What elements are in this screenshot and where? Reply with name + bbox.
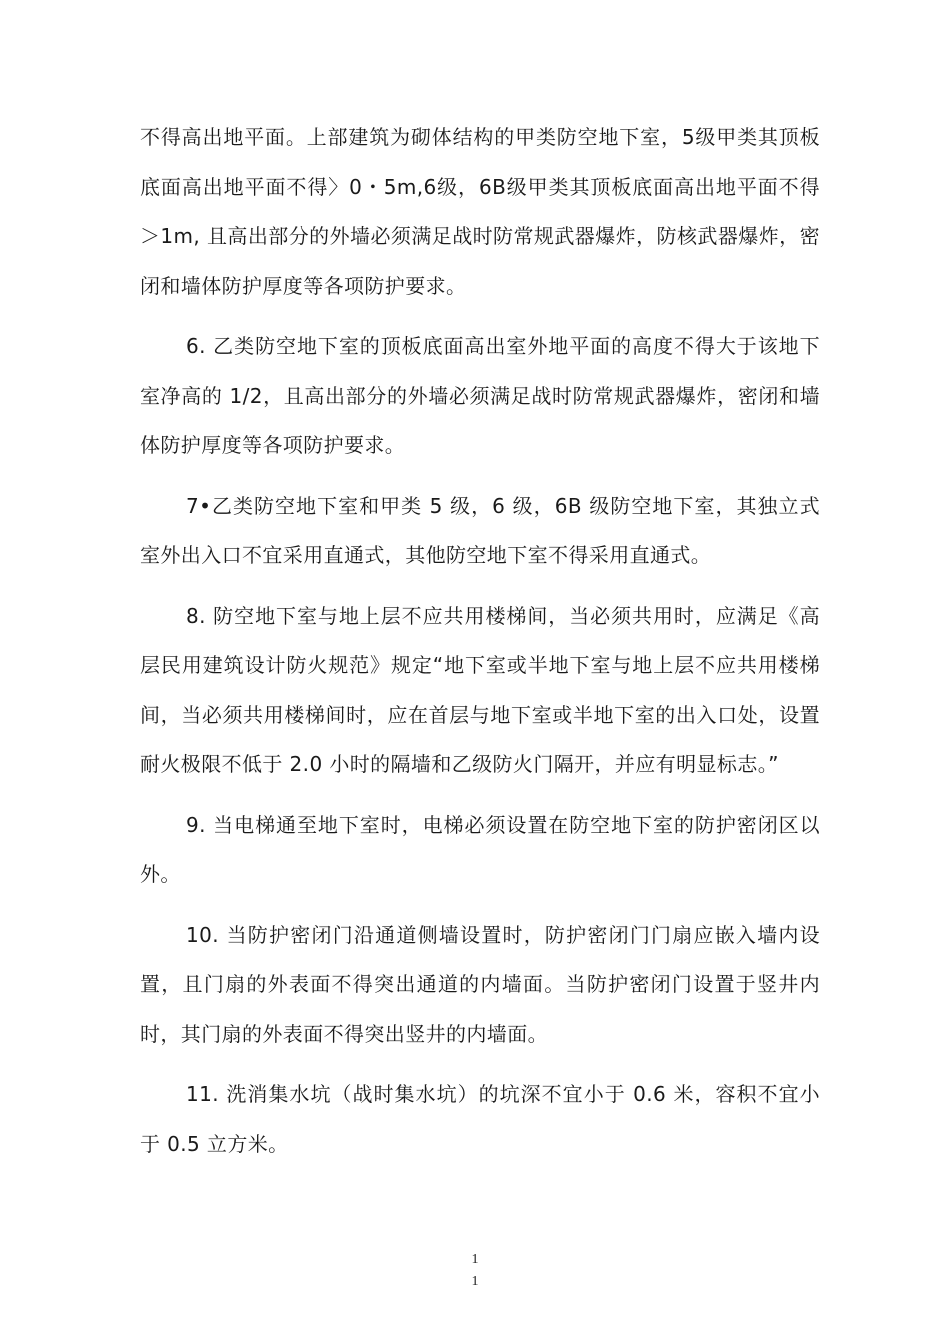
paragraph-item-7: 7•乙类防空地下室和甲类 5 级，6 级，6B 级防空地下室，其独立式室外出入口不宜采用直通式，其他防空地下室不得采用直通式。: [140, 493, 820, 567]
document-body: [140, 113, 820, 1180]
paragraph-continuation: 不得高出地平面。上部建筑为砌体结构的甲类防空地下室，5级甲类其顶板底面高出地平面不得〉0・5m,6级，6B级甲类其顶板底面高出地平面不得＞1m, 且高出部分的外墙必须满足战时防常规武器爆炸，防核武器爆炸，密闭和墙体防护厚度等各项防护要求。: [140, 125, 820, 298]
paragraph-item-6: 6. 乙类防空地下室的顶板底面高出室外地平面的高度不得大于该地下室净高的 1/2，且高出部分的外墙必须满足战时防常规武器爆炸，密闭和墙体防护厚度等各项防护要求。: [140, 334, 820, 457]
paragraph-item-9: 9. 当电梯通至地下室时，电梯必须设置在防空地下室的防护密闭区以外。: [140, 812, 820, 886]
page-number: 1: [471, 1252, 479, 1267]
page-number-secondary: 1: [471, 1274, 479, 1289]
paragraph-item-11: 11. 洗消集水坑（战时集水坑）的坑深不宜小于 0.6 米，容积不宜小于 0.5 立方米。: [140, 1082, 820, 1156]
paragraph-item-8: 8. 防空地下室与地上层不应共用楼梯间，当必须共用时，应满足《高层民用建筑设计防火规范》规定“地下室或半地下室与地上层不应共用楼梯间，当必须共用楼梯间时，应在首层与地下室或半地下室的出入口处，设置耐火极限不低于 2.0 小时的隔墙和乙级防火门隔开，并应有明显标志。”: [140, 603, 820, 776]
paragraph-item-10: 10. 当防护密闭门沿通道侧墙设置时，防护密闭门门扇应嵌入墙内设置，且门扇的外表面不得突出通道的内墙面。当防护密闭门设置于竖井内时，其门扇的外表面不得突出竖井的内墙面。: [140, 922, 820, 1046]
